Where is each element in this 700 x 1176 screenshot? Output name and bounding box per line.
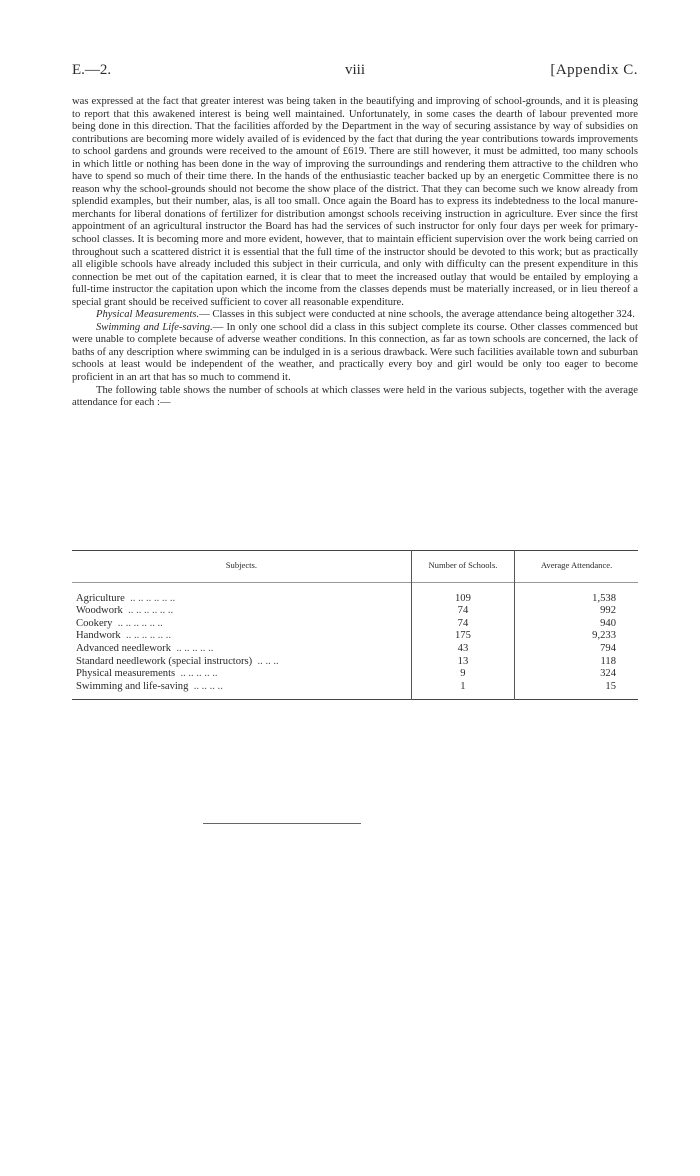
subject-name: Swimming and life-saving	[76, 680, 189, 692]
subject-name: Handwork	[76, 630, 121, 642]
schools-count: 13	[411, 656, 514, 669]
column-header-number-of-schools: Number of Schools.	[411, 551, 514, 583]
section-heading-swimming: Swimming and Life-saving.	[96, 321, 213, 333]
table-row	[72, 618, 638, 631]
paragraph-text: — Classes in this subject were conducted at nine schools, the average attendance being altogether 324.	[199, 309, 635, 321]
leader-dots: .. .. .. ..	[193, 680, 223, 692]
attendance-value: 118	[515, 656, 638, 669]
paragraph-swimming	[72, 322, 638, 385]
paragraph-physical-measurements	[72, 309, 638, 322]
leader-dots: .. .. .. .. .. ..	[126, 630, 172, 642]
table-header-row	[72, 551, 638, 583]
paragraph-table-intro: The following table shows the number of schools at which classes were held in the various subjects, together with the average attendance for each :—	[72, 384, 638, 409]
table-row	[72, 656, 638, 669]
schools-count: 1	[411, 681, 514, 700]
subject-name: Woodwork	[76, 605, 123, 617]
attendance-value: 324	[515, 668, 638, 681]
leader-dots: .. .. .. .. .. ..	[130, 592, 176, 604]
subjects-table	[72, 550, 638, 700]
attendance-value: 9,233	[515, 630, 638, 643]
attendance-value: 992	[515, 605, 638, 618]
section-heading-physical-measurements: Physical Measurements.	[96, 309, 200, 321]
document-reference: E.—2.	[72, 62, 112, 78]
schools-count: 175	[411, 630, 514, 643]
column-header-subjects: Subjects.	[225, 560, 258, 570]
paragraph-text: — In only one school did a class in this subject complete its course. Other classes commenced but were unable to complete because of adverse weather conditions. In this connection, as far as town schools are concerned, the lack of baths of any description where swimming can be indulged in is a serious drawback. Were such facilities available town and suburban schools at least would be independent of the weather, and practically every boy and girl would be only too eager to become proficient in an art that has so much to commend it.	[72, 321, 638, 384]
leader-dots: .. .. ..	[257, 655, 279, 667]
schools-count: 74	[411, 618, 514, 631]
leader-dots: .. .. .. .. ..	[176, 642, 214, 654]
attendance-value: 15	[515, 681, 638, 700]
leader-dots: .. .. .. .. .. ..	[128, 605, 174, 617]
subject-name: Physical measurements	[76, 668, 176, 680]
page-number: viii	[344, 62, 365, 78]
schools-count: 9	[411, 668, 514, 681]
schools-count: 74	[411, 605, 514, 618]
attendance-value: 794	[515, 643, 638, 656]
appendix-label: [Appendix C.	[550, 62, 638, 78]
subject-name: Standard needlework (special instructors)	[76, 655, 253, 667]
leader-dots: .. .. .. .. ..	[180, 668, 218, 680]
subject-name: Advanced needlework	[76, 642, 172, 654]
table-row	[72, 630, 638, 643]
body-text	[72, 96, 638, 410]
subject-name: Cookery	[76, 617, 113, 629]
attendance-value: 1,538	[515, 582, 638, 605]
schools-count: 109	[411, 582, 514, 605]
document-page	[72, 62, 638, 692]
page-header	[72, 62, 638, 82]
table-row	[72, 582, 638, 605]
table-row	[72, 681, 638, 700]
closing-rule	[203, 823, 361, 824]
leader-dots: .. .. .. .. .. ..	[117, 617, 163, 629]
table-row	[72, 605, 638, 618]
column-header-average-attendance: Average Attendance.	[515, 551, 638, 583]
table-row	[72, 668, 638, 681]
attendance-value: 940	[515, 618, 638, 631]
subject-name: Agriculture	[76, 592, 125, 604]
schools-count: 43	[411, 643, 514, 656]
table-row	[72, 643, 638, 656]
paragraph-school-grounds: was expressed at the fact that greater interest was being taken in the beautifying and improving of school-grounds, and it is pleasing to report that this awakened interest is being well maintained. Unfortunately, in some cases the dearth of labour prevented more being done in this direction. That the facilities afforded by the Department in the way of securing assistance by way of subsidies on contributions are becoming more widely availed of is evidenced by the fact that during the year contributions towards improvements to school gardens and grounds were received to the amount of £619. There are still however, it must be admitted, too many schools in which little or nothing has been done in the way of improving the surroundings and rendering them attractive to the children who have to spend so much of their time there. In the hands of the enthusiastic teacher backed up by an energetic Committee there is no reason why the school-grounds should not become the show place of the district. That they can become such we know already from splendid examples, but their number, alas, is all too small. Once again the Board has to express its indebtedness to the local manure-merchants for liberal donations of fertilizer for distribution amongst schools receiving instruction in agriculture. Ever since the first appointment of an agricultural instructor the Board has had the services of such instructor for only four days per week for primary-school classes. It is becoming more and more evident, however, that to maintain efficient supervision over the work being carried on throughout such a scattered district it is essential that the full time of the instructor should be devoted to this work; but as practically all eligible schools have already included this subject in their curricula, and only with difficulty can the present expenditure in this connection be met out of the capitation earned, it is clear that to meet the increased outlay that would be entailed by employing a full-time instructor the capitation upon which the income from the classes depends must be materially increased, or in lieu thereof a special grant should be received sufficient to cover all reasonable expenditure.	[72, 96, 638, 308]
